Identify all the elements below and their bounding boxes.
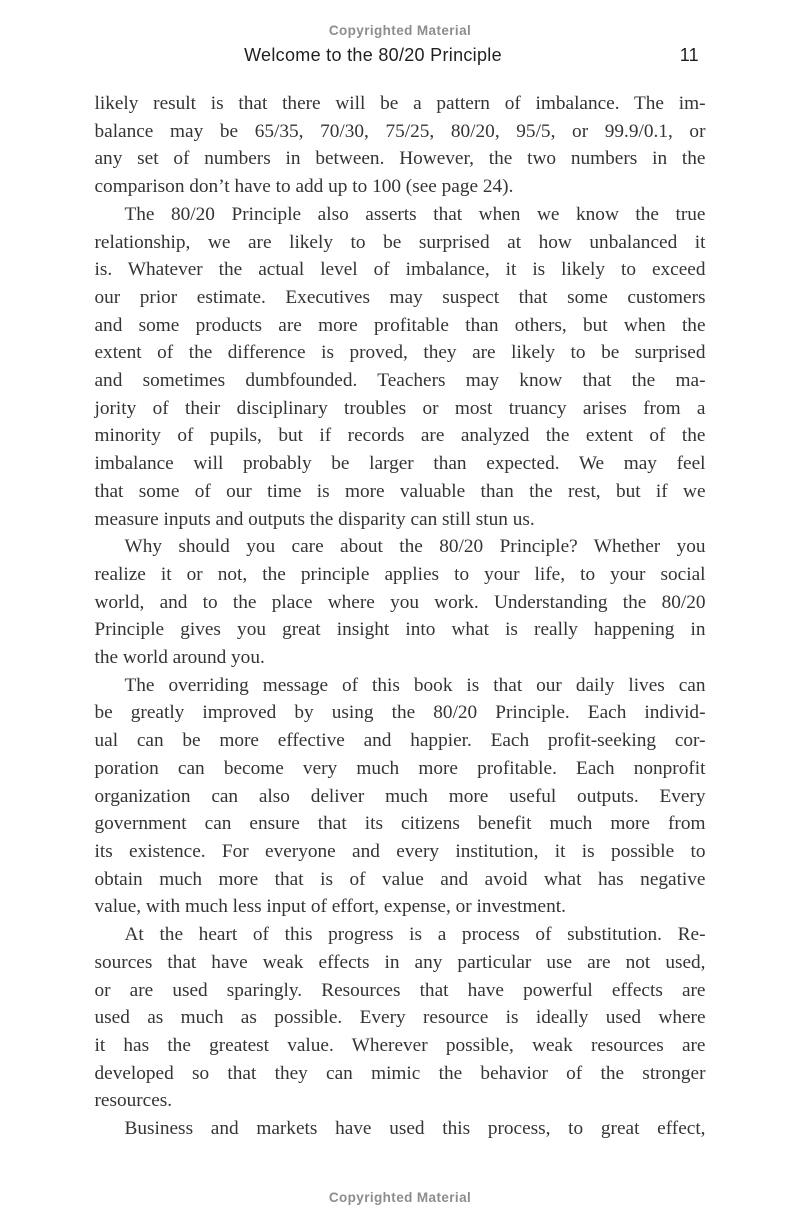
copyright-notice-top: Copyrighted Material	[328, 23, 472, 38]
text-line: ual can be more effective and happier. Each profit-seeking cor-	[94, 730, 706, 752]
text-line: sources that have weak effects in any particular use are not used,	[94, 951, 706, 973]
text-line: or are used sparingly. Resources that have powerful effects are	[94, 979, 706, 1001]
text-line: minority of pupils, but if records are analyzed the extent of the	[94, 425, 706, 447]
chapter-title: Welcome to the 80/20 Principle	[244, 45, 502, 65]
text-line: balance may be 65/35, 70/30, 75/25, 80/20, 95/5, or 99.9/0.1, or	[94, 120, 706, 142]
text-line: resources.	[94, 1090, 173, 1112]
text-line: its existence. For everyone and every institution, it is possible to	[94, 840, 706, 862]
text-line: comparison don’t have to add up to 100 (see page 24).	[94, 176, 514, 198]
text-line: that some of our time is more valuable than the rest, but if we	[94, 480, 706, 502]
text-line: is. Whatever the actual level of imbalance, it is likely to exceed	[94, 259, 706, 281]
text-line: relationship, we are likely to be surprised at how unbalanced it	[94, 231, 706, 253]
text-line: any set of numbers in between. However, the two numbers in the	[94, 148, 706, 170]
text-line: The 80/20 Principle also asserts that when we know the true	[124, 203, 706, 225]
text-line: jority of their disciplinary troubles or most truancy arises from a	[94, 397, 706, 419]
text-line: value, with much less input of effort, expense, or investment.	[94, 896, 566, 918]
text-line: The overriding message of this book is that our daily lives can	[124, 674, 706, 696]
text-line: and sometimes dumbfounded. Teachers may know that the ma-	[94, 370, 706, 392]
text-line: developed so that they can mimic the behavior of the stronger	[94, 1062, 706, 1084]
text-line: At the heart of this progress is a process of substitution. Re-	[124, 924, 706, 946]
text-line: measure inputs and outputs the disparity can still stun us.	[94, 508, 535, 530]
text-line: imbalance will probably be larger than expected. We may feel	[94, 453, 706, 475]
text-line: the world around you.	[94, 647, 265, 669]
text-line: it has the greatest value. Wherever possible, weak resources are	[94, 1034, 706, 1056]
text-line: poration can become very much more profitable. Each nonprofit	[94, 757, 706, 779]
page-body	[95, 90, 706, 1143]
text-line: Business and markets have used this process, to great effect,	[124, 1118, 706, 1140]
text-line: used as much as possible. Every resource is ideally used where	[94, 1007, 706, 1029]
text-line: Why should you care about the 80/20 Principle? Whether you	[124, 536, 706, 558]
text-line: world, and to the place where you work. Understanding the 80/20	[94, 591, 706, 613]
text-line: likely result is that there will be a pattern of imbalance. The im-	[94, 93, 706, 114]
text-line: obtain much more that is of value and avoid what has negative	[94, 868, 706, 890]
page-number: 11	[679, 45, 699, 65]
text-line: extent of the difference is proved, they are likely to be surprised	[94, 342, 706, 364]
text-line: be greatly improved by using the 80/20 Principle. Each individ-	[94, 702, 706, 724]
text-line: realize it or not, the principle applies to your life, to your social	[94, 563, 706, 585]
text-line: government can ensure that its citizens benefit much more from	[94, 813, 706, 835]
text-line: our prior estimate. Executives may suspect that some customers	[94, 286, 706, 308]
copyright-notice-bottom: Copyrighted Material	[328, 1190, 472, 1205]
text-line: organization can also deliver much more useful outputs. Every	[94, 785, 706, 807]
text-line: and some products are more profitable than others, but when the	[94, 314, 706, 336]
text-line: Principle gives you great insight into what is really happening in	[94, 619, 706, 641]
running-head	[95, 45, 705, 69]
